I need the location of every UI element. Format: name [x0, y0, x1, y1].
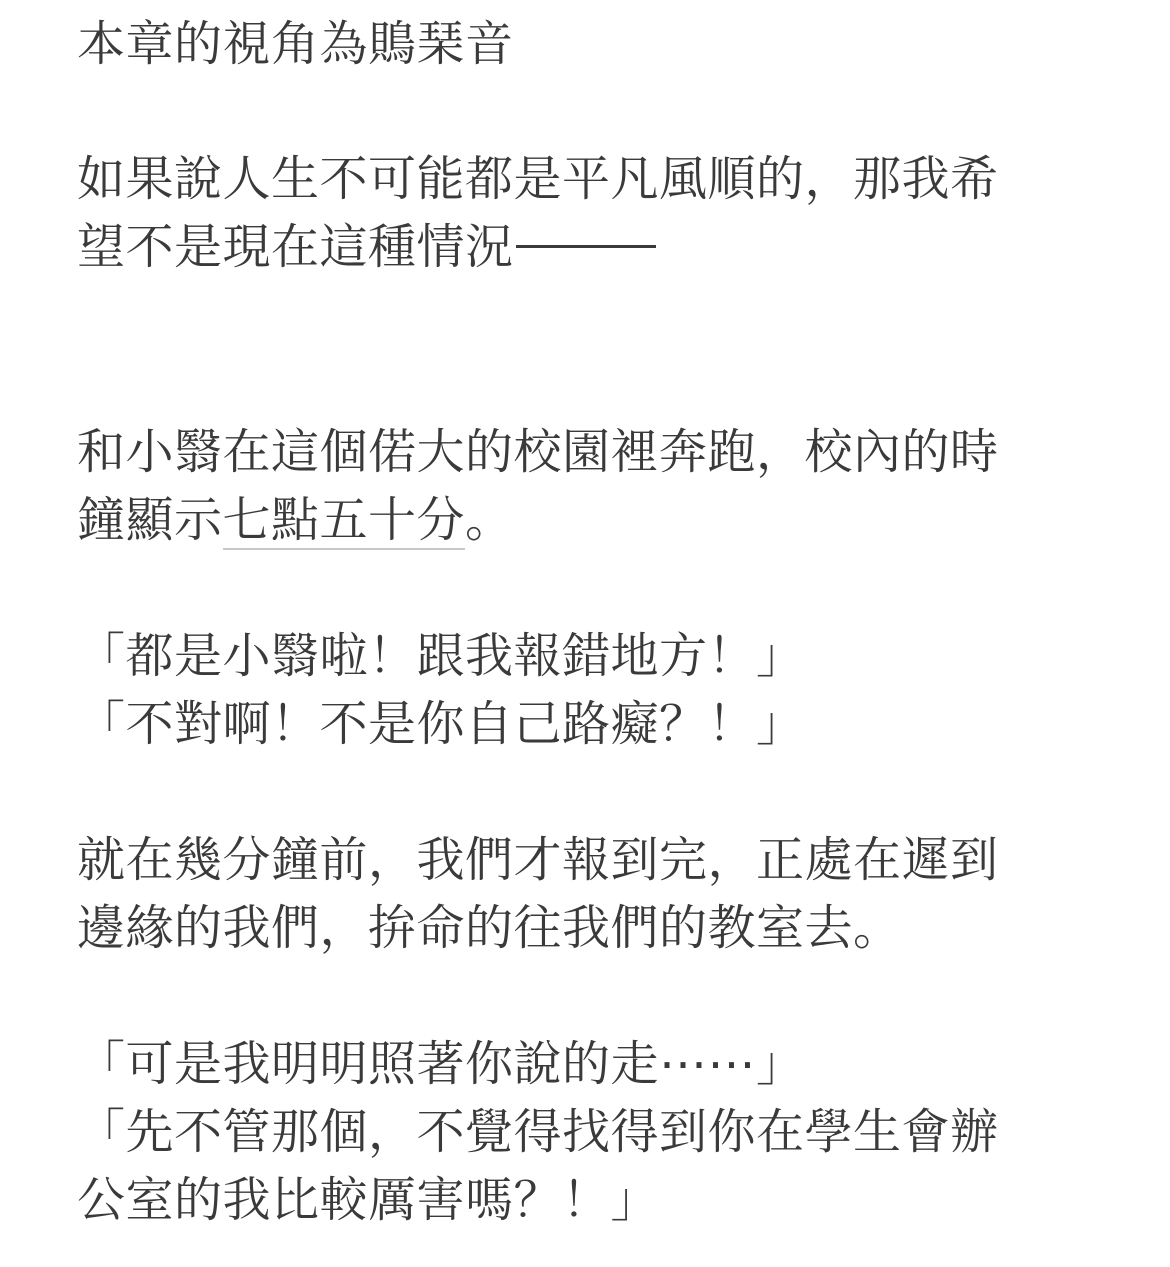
paragraph-2-line-1: 和小翳在這個偌大的校園裡奔跑，校內的時: [77, 424, 999, 480]
paragraph-2-line-2-prefix: 鐘顯示: [77, 492, 223, 548]
dialogue-2-line-1: 「可是我明明照著你說的走⋯⋯」: [77, 1036, 805, 1092]
paragraph-2-line-2-suffix: 。: [465, 492, 514, 548]
dialogue-2-line-3: 公室的我比較厲害嗎？！」: [77, 1172, 660, 1228]
em-dash: [516, 245, 656, 248]
paragraph-3-line-2: 邊緣的我們，拚命的往我們的教室去。: [77, 900, 902, 956]
paragraph-1-line-1: 如果說人生不可能都是平凡風順的，那我希: [77, 151, 999, 207]
chapter-note: 本章的視角為鵙琹音: [77, 16, 514, 72]
time-link[interactable]: 七點五十分: [222, 492, 466, 548]
dialogue-1-line-2: 「不對啊！不是你自己路癡？！」: [77, 696, 805, 752]
dialogue-1-line-1: 「都是小翳啦！跟我報錯地方！」: [77, 628, 805, 684]
paragraph-1-line-2: [77, 213, 656, 281]
paragraph-2-line-2: [77, 486, 514, 554]
paragraph-3-line-1: 就在幾分鐘前，我們才報到完，正處在遲到: [77, 832, 999, 888]
dialogue-2-line-2: 「先不管那個，不覺得找得到你在學生會辦: [77, 1104, 999, 1160]
paragraph-1-line-2-text: 望不是現在這種情況: [77, 219, 514, 275]
